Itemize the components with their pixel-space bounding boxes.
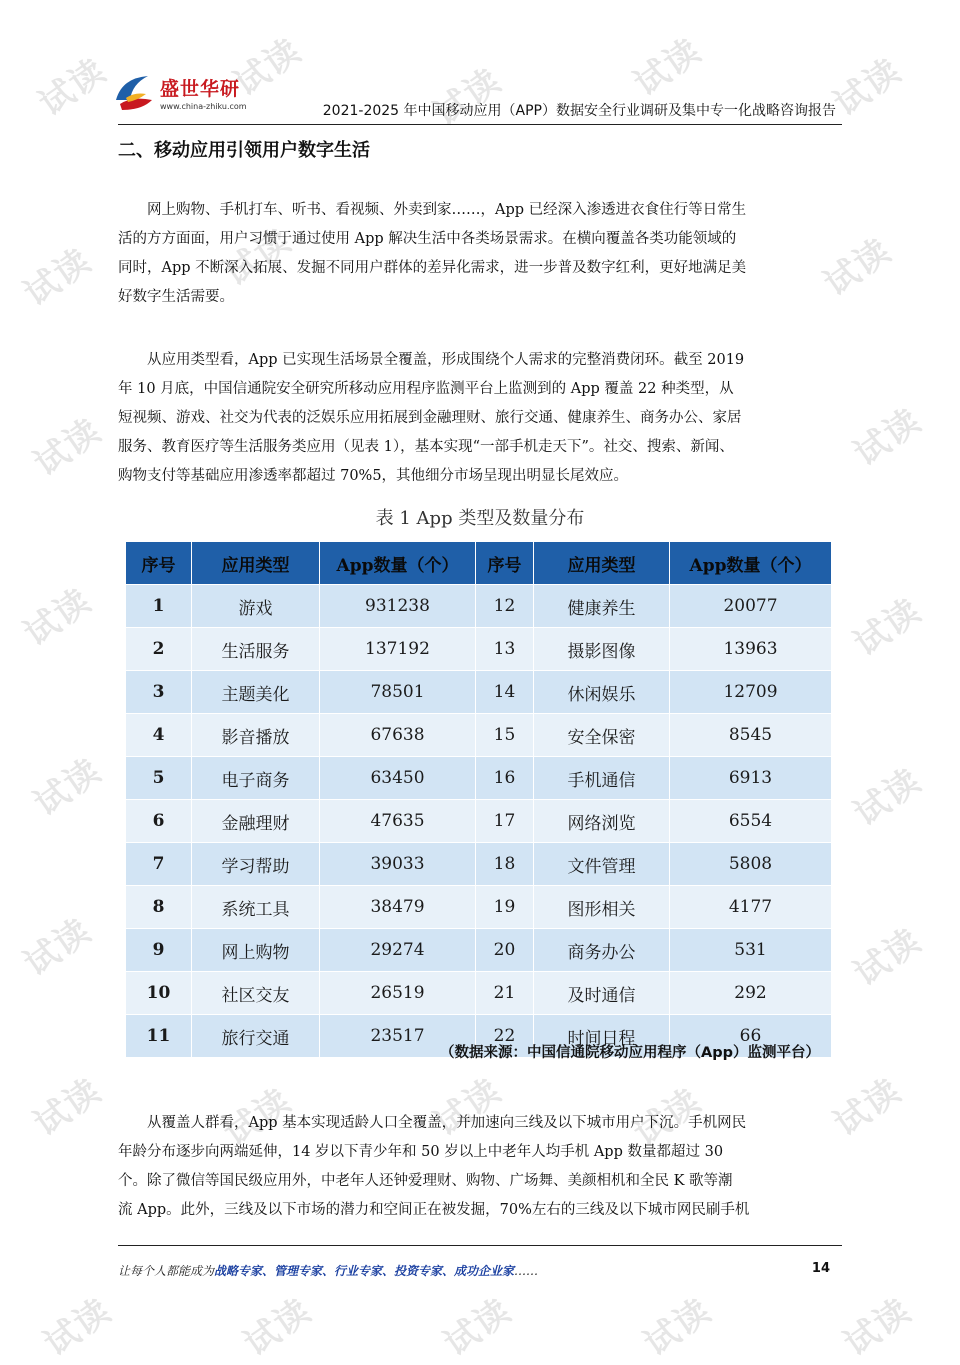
table-cell: 16	[476, 757, 534, 800]
table-cell: 8	[126, 886, 192, 929]
table-cell: 网络浏览	[534, 800, 670, 843]
column-header: 应用类型	[534, 542, 670, 585]
paragraph-line: 年 10 月底，中国信通院安全研究所移动应用程序监测平台上监测到的 App 覆盖 22 种类型，从	[118, 381, 734, 397]
table-cell: 67638	[320, 714, 476, 757]
table-cell: 21	[476, 972, 534, 1015]
page-number: 14	[811, 1261, 830, 1276]
table-source: （数据来源：中国信通院移动应用程序（App）监测平台）	[440, 1045, 820, 1061]
table-cell: 13	[476, 628, 534, 671]
watermark-text: 试读	[827, 50, 909, 125]
watermark-text: 试读	[32, 50, 114, 125]
watermark-text: 试读	[847, 760, 929, 835]
table-cell: 8545	[670, 714, 832, 757]
paragraph-line: 年龄分布逐步向两端延伸，14 岁以下青少年和 50 岁以上中老年人均手机 App 数量都超过 30	[118, 1144, 724, 1160]
table-row	[126, 757, 832, 800]
paragraph-line: 从应用类型看，App 已实现生活场景全覆盖，形成围绕个人需求的完整消费闭环。截至 2019	[147, 352, 745, 368]
table-cell: 5808	[670, 843, 832, 886]
table-cell: 14	[476, 671, 534, 714]
column-header: 序号	[476, 542, 534, 585]
table-row	[126, 628, 832, 671]
table-cell: 安全保密	[534, 714, 670, 757]
table-cell: 2	[126, 628, 192, 671]
table-cell: 电子商务	[192, 757, 320, 800]
table-cell: 健康养生	[534, 585, 670, 628]
table-cell: 6913	[670, 757, 832, 800]
footer-suffix: ……	[514, 1264, 539, 1278]
table-cell: 4	[126, 714, 192, 757]
company-logo	[112, 70, 272, 125]
watermark-text: 试读	[627, 1080, 709, 1155]
table-cell: 网上购物	[192, 929, 320, 972]
table-cell: 4177	[670, 886, 832, 929]
table-cell: 社区交友	[192, 972, 320, 1015]
table-cell: 图形相关	[534, 886, 670, 929]
table-cell: 12709	[670, 671, 832, 714]
watermark-text: 试读	[17, 910, 99, 985]
table-caption: 表 1 App 类型及数量分布	[375, 508, 585, 529]
watermark-text: 试读	[27, 750, 109, 825]
watermark-text: 试读	[427, 60, 509, 135]
paragraph-1	[118, 196, 844, 312]
table-cell: 20077	[670, 585, 832, 628]
watermark-text: 试读	[847, 590, 929, 665]
watermark-text: 试读	[437, 1290, 519, 1365]
column-header: App数量（个）	[670, 542, 832, 585]
table-cell: 47635	[320, 800, 476, 843]
table-cell: 手机通信	[534, 757, 670, 800]
table-header-row	[126, 542, 832, 585]
paragraph-line: 流 App。此外，三线及以下市场的潜力和空间正在被发掘，70%左右的三线及以下城市网民刷手机	[118, 1202, 750, 1218]
table-cell: 旅行交通	[192, 1015, 320, 1058]
watermark-text: 试读	[637, 1290, 719, 1365]
logo-url: www.china-zhiku.com	[160, 102, 247, 111]
table-cell: 摄影图像	[534, 628, 670, 671]
table-cell: 9	[126, 929, 192, 972]
table-cell: 10	[126, 972, 192, 1015]
table-cell: 影音播放	[192, 714, 320, 757]
watermark-text: 试读	[827, 1070, 909, 1145]
table-cell: 23517	[320, 1015, 476, 1058]
logo-text: 盛世华研	[160, 78, 241, 100]
table-row	[126, 585, 832, 628]
table-cell: 18	[476, 843, 534, 886]
table-cell: 系统工具	[192, 886, 320, 929]
paragraph-line: 网上购物、手机打车、听书、看视频、外卖到家……，App 已经深入渗透进衣食住行等日常生	[147, 202, 747, 218]
table-row	[126, 714, 832, 757]
watermark-text: 试读	[817, 230, 899, 305]
table-cell: 39033	[320, 843, 476, 886]
watermark-text: 试读	[227, 30, 309, 105]
table-cell: 78501	[320, 671, 476, 714]
table-cell: 5	[126, 757, 192, 800]
table-cell: 38479	[320, 886, 476, 929]
table-cell: 6	[126, 800, 192, 843]
watermark-text: 试读	[847, 920, 929, 995]
section-heading: 二、移动应用引领用户数字生活	[118, 140, 370, 161]
table-cell: 29274	[320, 929, 476, 972]
table-row	[126, 671, 832, 714]
table-cell: 292	[670, 972, 832, 1015]
watermark-text: 试读	[847, 400, 929, 475]
table-cell: 7	[126, 843, 192, 886]
paragraph-line: 购物支付等基础应用渗透率都超过 70%5，其他细分市场呈现出明显长尾效应。	[118, 468, 629, 484]
watermark-text: 试读	[37, 1290, 119, 1365]
table-cell: 3	[126, 671, 192, 714]
table-cell: 531	[670, 929, 832, 972]
column-header: 应用类型	[192, 542, 320, 585]
watermark-text: 试读	[17, 240, 99, 315]
table-cell: 1	[126, 585, 192, 628]
table-cell: 及时通信	[534, 972, 670, 1015]
table-cell: 66	[670, 1015, 832, 1058]
table-cell: 主题美化	[192, 671, 320, 714]
table-cell: 12	[476, 585, 534, 628]
watermark-text: 试读	[27, 410, 109, 485]
watermark-text: 试读	[627, 30, 709, 105]
table-cell: 22	[476, 1015, 534, 1058]
table-cell: 金融理财	[192, 800, 320, 843]
watermark-text: 试读	[237, 1290, 319, 1365]
paragraph-line: 服务、教育医疗等生活服务类应用（见表 1），基本实现“一部手机走天下”。社交、搜索、新闻、	[118, 439, 734, 455]
paragraph-line: 同时，App 不断深入拓展、发掘不同用户群体的差异化需求，进一步普及数字红利，更好地满足美	[118, 260, 747, 276]
table-cell: 6554	[670, 800, 832, 843]
paragraph-line: 个。除了微信等国民级应用外，中老年人还钟爱理财、购物、广场舞、美颜相机和全民 K 歌等潮	[118, 1173, 733, 1189]
footer-prefix: 让每个人都能成为	[118, 1264, 215, 1278]
table-cell: 17	[476, 800, 534, 843]
table-row	[126, 886, 832, 929]
watermark-text: 试读	[217, 220, 299, 295]
table-cell: 63450	[320, 757, 476, 800]
table-row	[126, 843, 832, 886]
table-cell: 休闲娱乐	[534, 671, 670, 714]
column-header: App数量（个）	[320, 542, 476, 585]
paragraph-line: 从覆盖人群看，App 基本实现适龄人口全覆盖，并加速向三线及以下城市用户下沉。手机网民	[147, 1115, 747, 1131]
table-cell: 931238	[320, 585, 476, 628]
table-cell: 时间日程	[534, 1015, 670, 1058]
table-cell: 13963	[670, 628, 832, 671]
watermark-text: 试读	[427, 1070, 509, 1145]
table-cell: 15	[476, 714, 534, 757]
table-cell: 20	[476, 929, 534, 972]
watermark-text: 试读	[217, 1080, 299, 1155]
table-row	[126, 929, 832, 972]
watermark-text: 试读	[17, 580, 99, 655]
paragraph-3	[118, 1109, 844, 1225]
table-cell: 学习帮助	[192, 843, 320, 886]
table-row	[126, 972, 832, 1015]
column-header: 序号	[126, 542, 192, 585]
footer-slogan	[118, 1262, 538, 1279]
watermark-text: 试读	[27, 1070, 109, 1145]
watermark-text: 试读	[837, 1290, 919, 1365]
footer-divider	[118, 1245, 842, 1246]
table-cell: 26519	[320, 972, 476, 1015]
table-cell: 19	[476, 886, 534, 929]
table-cell: 137192	[320, 628, 476, 671]
report-title: 2021-2025 年中国移动应用（APP）数据安全行业调研及集中专一化战略咨询报告	[322, 103, 836, 119]
paragraph-line: 短视频、游戏、社交为代表的泛娱乐应用拓展到金融理财、旅行交通、健康养生、商务办公、家居	[118, 410, 742, 426]
header-divider	[118, 124, 842, 125]
table-cell: 文件管理	[534, 843, 670, 886]
table-cell: 生活服务	[192, 628, 320, 671]
table-row	[126, 800, 832, 843]
paragraph-line: 好数字生活需要。	[118, 289, 234, 305]
table-body	[126, 585, 832, 1058]
paragraph-2	[118, 346, 844, 491]
app-type-table	[125, 541, 832, 1058]
logo-emblem-icon	[112, 70, 158, 116]
table-cell: 商务办公	[534, 929, 670, 972]
table-cell: 游戏	[192, 585, 320, 628]
table-cell: 11	[126, 1015, 192, 1058]
paragraph-line: 活的方方面面，用户习惯于通过使用 App 解决生活中各类场景需求。在横向覆盖各类功能领域的	[118, 231, 737, 247]
footer-highlight: 战略专家、管理专家、行业专家、投资专家、成功企业家	[214, 1264, 515, 1278]
